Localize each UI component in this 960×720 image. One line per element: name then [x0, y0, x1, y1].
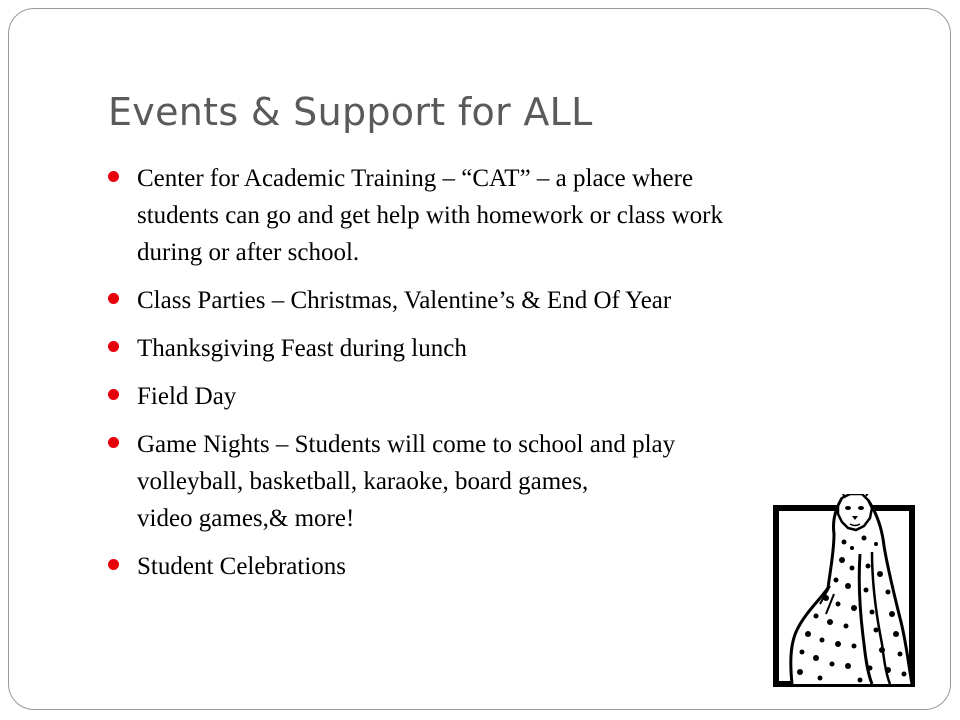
bullet-text-line: students can go and get help with homework or class work	[137, 202, 723, 229]
bullet-item-thanksgiving	[108, 330, 828, 367]
bullet-text-line: during or after school.	[137, 239, 360, 266]
bullet-dot-icon	[108, 437, 119, 448]
bullet-text-line: video games,& more!	[137, 505, 355, 532]
bullet-text-line: Thanksgiving Feast during lunch	[137, 335, 467, 362]
bullet-dot-icon	[108, 559, 119, 570]
slide-title: Events & Support for ALL	[108, 90, 593, 134]
bullet-list	[108, 160, 828, 596]
bullet-dot-icon	[108, 171, 119, 182]
bullet-dot-icon	[108, 341, 119, 352]
bullet-text-line: Student Celebrations	[137, 553, 346, 580]
bullet-item-class-parties	[108, 282, 828, 319]
bullet-item-student-celebrations	[108, 548, 828, 585]
leopard-illustration-icon	[772, 494, 920, 690]
bullet-text-line: Field Day	[137, 383, 237, 410]
bullet-item-game-nights	[108, 426, 828, 537]
bullet-item-field-day	[108, 378, 828, 415]
bullet-text-line: Center for Academic Training – “CAT” – a place where	[137, 165, 694, 192]
bullet-text-line: Game Nights – Students will come to school and play	[137, 431, 676, 458]
bullet-text-line: Class Parties – Christmas, Valentine’s & End Of Year	[137, 287, 672, 314]
bullet-text-line: volleyball, basketball, karaoke, board games,	[137, 468, 589, 495]
bullet-dot-icon	[108, 389, 119, 400]
bullet-dot-icon	[108, 293, 119, 304]
bullet-item-cat	[108, 160, 828, 271]
